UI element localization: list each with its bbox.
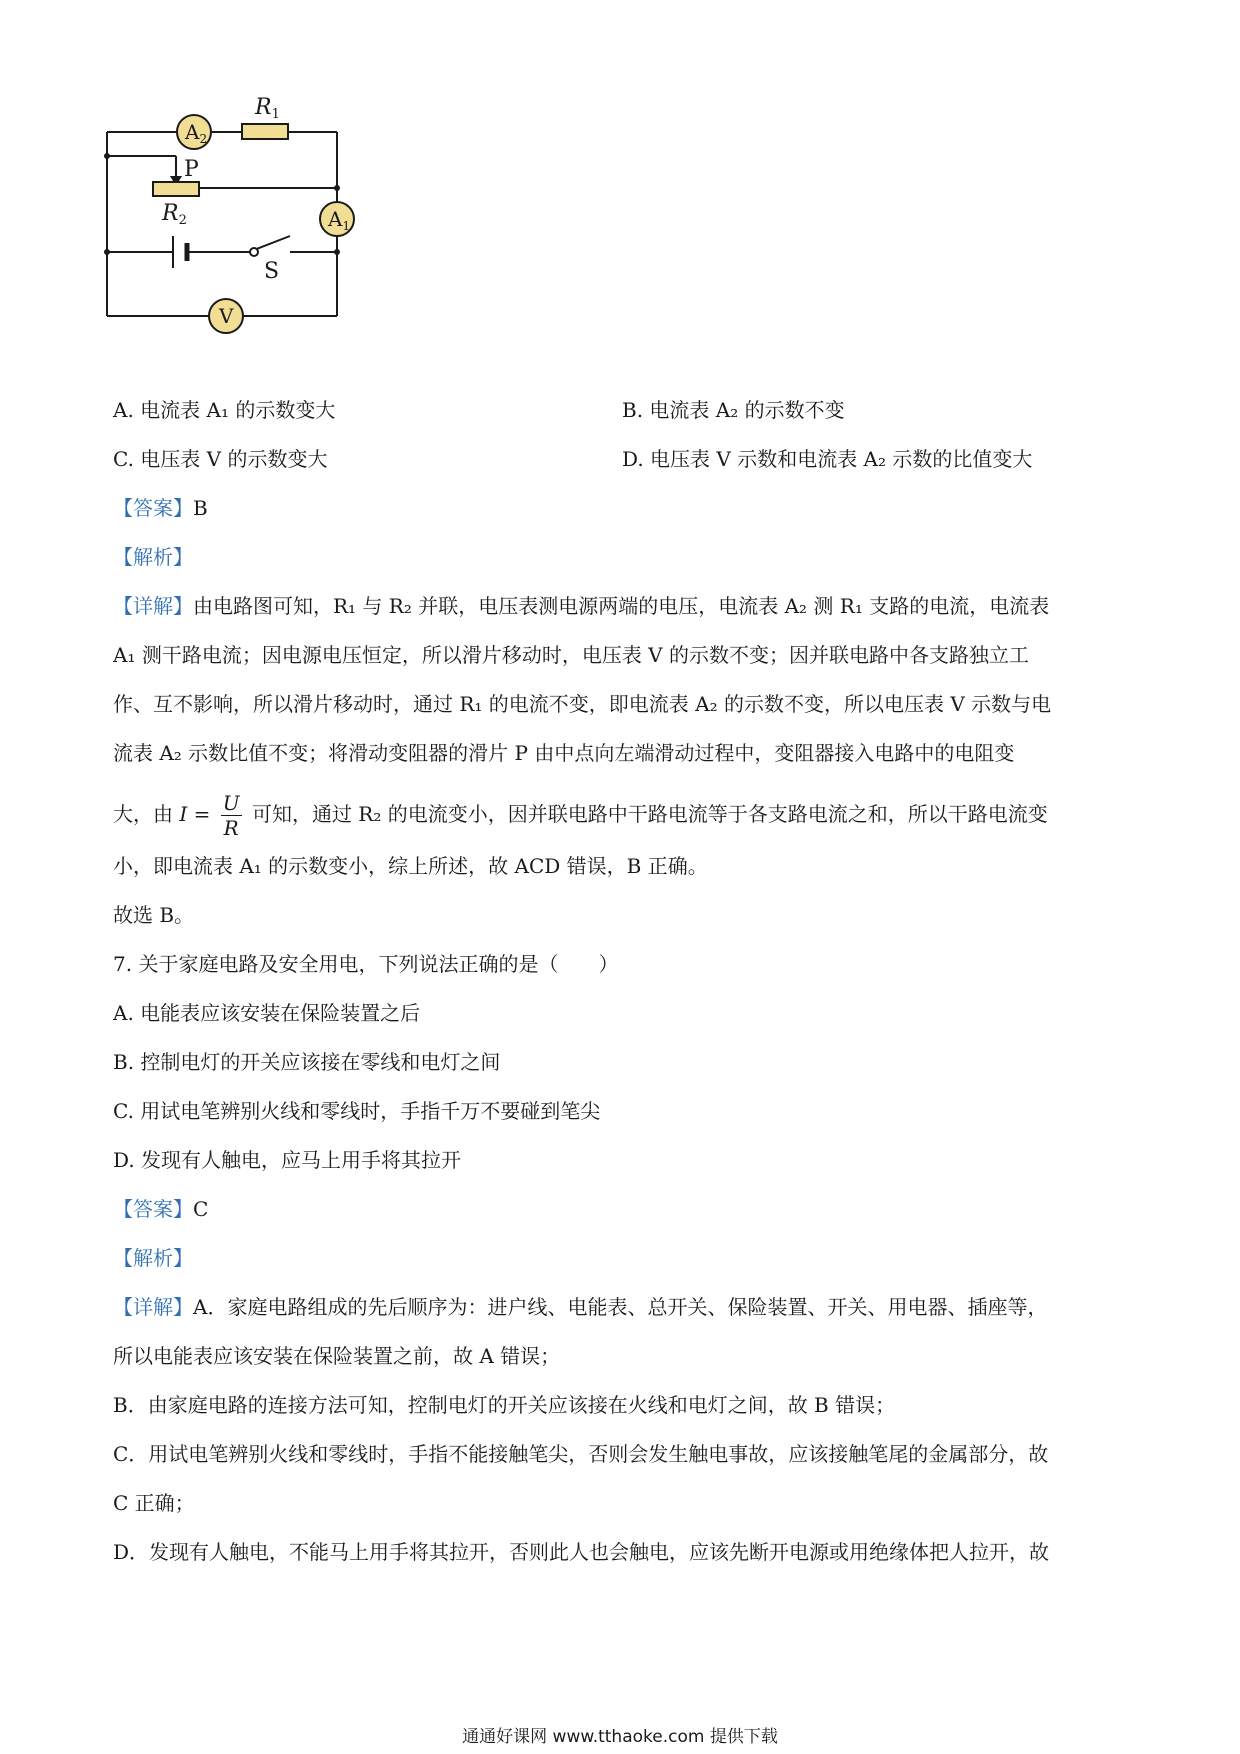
formula-lhs: I = [179,802,211,826]
r1-label: R1 [255,95,280,122]
r2-label: R2 [162,201,187,228]
v-label: V [219,304,234,328]
q6-option-b: B. 电流表 A₂ 的示数不变 [622,398,845,422]
q7-analysis-tag: 【解析】 [113,1246,193,1270]
q7-detail-line-6: D．发现有人触电，不能马上用手将其拉开，否则此人也会触电，应该先断开电源或用绝缘体把人拉开，故 [113,1540,1050,1564]
junction-dot [104,249,110,255]
q6-answer: 【答案】B [113,496,208,520]
q6-detail-line-3: 作、互不影响，所以滑片移动时，通过 R₁ 的电流不变，即电流表 A₂ 的示数不变，所以电压表 V 示数与电 [113,692,1052,716]
q6-option-c: C. 电压表 V 的示数变大 [113,447,328,471]
q7-detail-line-4: C．用试电笔辨别火线和零线时，手指不能接触笔尖，否则会发生触电事故，应该接触笔尾的金属部分，故 [113,1442,1049,1466]
a1-label: $A_1$ [328,207,351,233]
q6-conclusion: 故选 B。 [113,903,195,927]
q7-detail-line-3: B．由家庭电路的连接方法可知，控制电灯的开关应该接在火线和电灯之间，故 B 错误； [113,1393,896,1417]
q7-stem: 7. 关于家庭电路及安全用电，下列说法正确的是（ ） [113,952,619,976]
q6-detail-line-5: 大，由 I = $\frac{U}{R}$ 可知，通过 R₂ 的电流变小，因并联电路中干路电流等于各支路电流之和，所以干路电流变 [113,791,1048,840]
switch-pivot [250,248,258,256]
a2-label: $A_2$ [185,120,208,146]
q7-detail-line-2: 所以电能表应该安装在保险装置之前，故 A 错误； [113,1344,561,1368]
p-label: P [184,157,199,182]
q7-option-c: C. 用试电笔辨别火线和零线时，手指千万不要碰到笔尖 [113,1099,601,1123]
junction-dot [104,153,110,159]
q7-detail-line-5: C 正确； [113,1491,195,1515]
q6-option-a: A. 电流表 A₁ 的示数变大 [113,398,336,422]
q6-option-d: D. 电压表 V 示数和电流表 A₂ 示数的比值变大 [622,447,1033,471]
q6-detail-line-4: 流表 A₂ 示数比值不变；将滑动变阻器的滑片 P 由中点向左端滑动过程中，变阻器接入电路中的电阻变 [113,741,1015,765]
q6-detail-line-1: 【详解】由电路图可知，R₁ 与 R₂ 并联，电压表测电源两端的电压，电流表 A₂ 测 R₁ 支路的电流，电流表 [113,594,1050,618]
q6-detail-line-2: A₁ 测干路电流；因电源电压恒定，所以滑片移动时，电压表 V 的示数不变；因并联电路中各支路独立工 [113,643,1029,667]
junction-dot [334,185,340,191]
s-label: S [264,259,280,284]
q7-detail-line-1: 【详解】A．家庭电路组成的先后顺序为：进户线、电能表、总开关、保险装置、开关、用电器、插座等， [113,1295,1048,1319]
q7-option-a: A. 电能表应该安装在保险装置之后 [113,1001,421,1025]
rheostat-r2 [153,182,199,196]
q7-option-b: B. 控制电灯的开关应该接在零线和电灯之间 [113,1050,501,1074]
circuit-wires [107,132,337,316]
q7-answer: 【答案】C [113,1197,209,1221]
resistor-r1 [242,124,288,139]
formula-fraction: $\frac{U}{R}$ [222,791,240,840]
q6-detail-line-6: 小，即电流表 A₁ 的示数变小，综上所述，故 ACD 错误，B 正确。 [113,854,708,878]
circuit-diagram [100,90,420,380]
junction-dot [334,249,340,255]
q7-option-d: D. 发现有人触电，应马上用手将其拉开 [113,1148,462,1172]
q6-analysis-tag: 【解析】 [113,545,193,569]
page-footer: 通通好课网 www.tthaoke.com 提供下载 [462,1727,778,1747]
